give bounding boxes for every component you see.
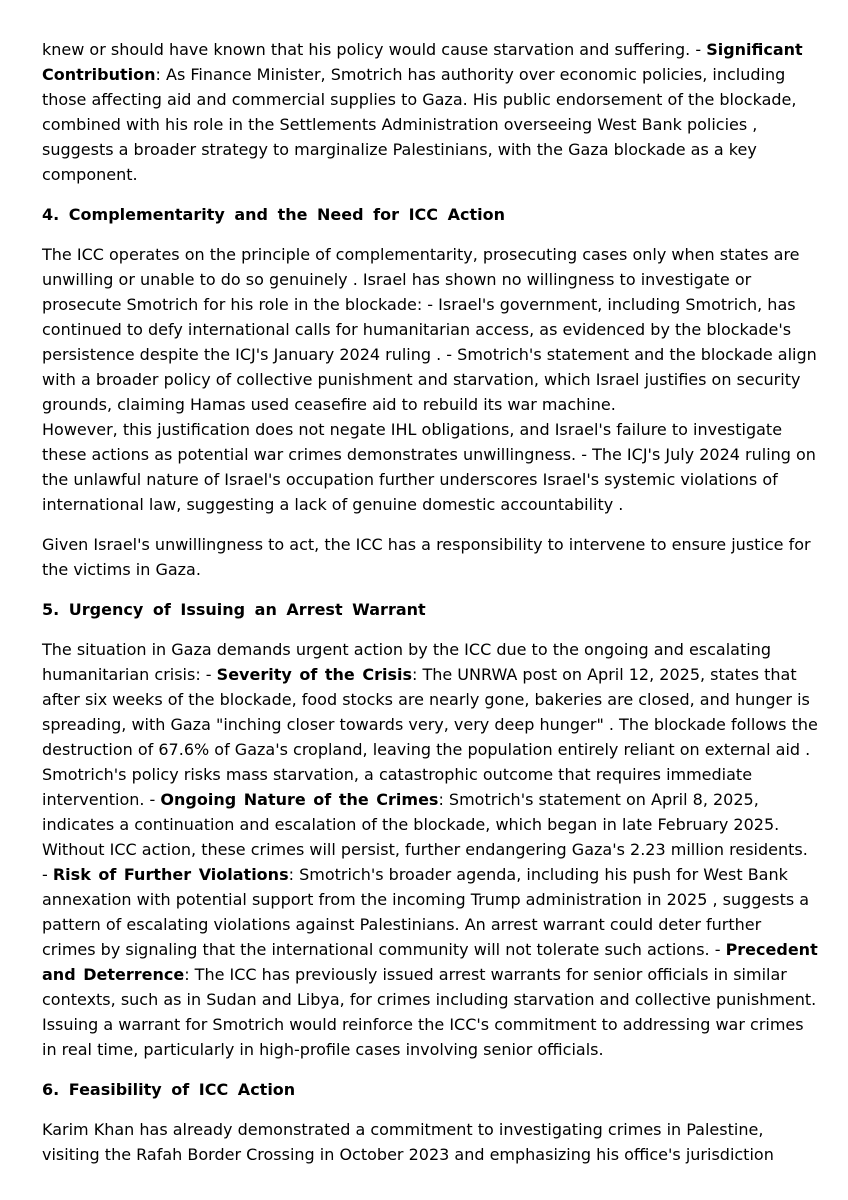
text-run-bold-significant-contribution: Significant Contribution xyxy=(42,40,803,84)
text-run: : Smotrich's broader agenda, including his push for West Bank annexation with potential support from the incoming Trump administration in 2025 , suggests a pattern of escalating violations against Palestinians. An arrest warrant could deter further crimes by signaling that the international community will not tolerate such actions. - xyxy=(42,865,810,959)
text-run-bold-ongoing-nature: Ongoing Nature of the Crimes xyxy=(160,790,439,809)
text-run: The situation in Gaza demands urgent action by the ICC due to the ongoing and escalating humanitarian crisis: - xyxy=(42,640,771,684)
text-run: Karim Khan has already demonstrated a commitment to investigating crimes in Palestine, visiting the Rafah Border Crossing in October 2023 and emphasizing his office's jurisdiction xyxy=(42,1120,774,1164)
text-run-bold-severity-of-crisis: Severity of the Crisis xyxy=(216,665,412,684)
text-run: Given Israel's unwillingness to act, the ICC has a responsibility to intervene to ensure justice for the victims in Gaza. xyxy=(42,535,811,579)
paragraph-significant-contribution xyxy=(42,37,818,187)
text-run: The ICC operates on the principle of complementarity, prosecuting cases only when states are unwilling or unable to do so genuinely . Israel has shown no willingness to investigate or prosecute Smotrich for his role in the blockade: - Israel's government, including Smotrich, has continued to defy international calls for humanitarian access, as evidenced by the blockade's persistence despite the ICJ's January 2024 ruling . - Smotrich's statement and the blockade align with a broader policy of collective punishment and starvation, which Israel justifies on security grounds, claiming Hamas used ceasefire aid to rebuild its war machine. xyxy=(42,245,817,414)
section-heading-6-feasibility: 6. Feasibility of ICC Action xyxy=(42,1080,296,1099)
paragraph-urgency xyxy=(42,637,818,1062)
text-run: : As Finance Minister, Smotrich has authority over economic policies, including those affecting aid and commercial supplies to Gaza. His public endorsement of the blockade, combined with his role in the Settlements Administration overseeing West Bank policies , suggests a broader strategy to marginalize Palestinians, with the Gaza blockade as a key component. xyxy=(42,65,797,184)
text-run: knew or should have known that his policy would cause starvation and suffering. - xyxy=(42,40,707,59)
text-run: : The UNRWA post on April 12, 2025, states that after six weeks of the blockade, food stocks are nearly gone, bakeries are closed, and hunger is spreading, with Gaza "inching closer towards very, very deep hunger" . The blockade follows the destruction of 67.6% of Gaza's cropland, leaving the population entirely reliant on external aid . Smotrich's policy risks mass starvation, a catastrophic outcome that requires immediate intervention. - xyxy=(42,665,818,809)
section-heading-4-complementarity: 4. Complementarity and the Need for ICC Action xyxy=(42,205,505,224)
paragraph-feasibility xyxy=(42,1117,818,1167)
text-run: : Smotrich's statement on April 8, 2025, indicates a continuation and escalation of the blockade, which began in late February 2025. Without ICC action, these crimes will persist, further endangering Gaza's 2.23 million residents. - xyxy=(42,790,808,884)
text-run-bold-precedent-deterrence: Precedent and Deterrence xyxy=(42,940,818,984)
paragraph-icc-responsibility xyxy=(42,532,818,582)
paragraph-complementarity xyxy=(42,242,818,517)
text-run: : The ICC has previously issued arrest warrants for senior officials in similar contexts, such as in Sudan and Libya, for crimes including starvation and collective punishment. Issuing a warrant for Smotrich would reinforce the ICC's commitment to addressing war crimes in real time, particularly in high-profile cases involving senior officials. xyxy=(42,965,817,1059)
text-run-bold-risk-of-violations: Risk of Further Violations xyxy=(52,865,289,884)
section-heading-5-urgency: 5. Urgency of Issuing an Arrest Warrant xyxy=(42,600,426,619)
text-run: However, this justification does not negate IHL obligations, and Israel's failure to investigate these actions as potential war crimes demonstrates unwillingness. - The ICJ's July 2024 ruling on the unlawful nature of Israel's occupation further underscores Israel's systemic violations of international law, suggesting a lack of genuine domestic accountability . xyxy=(42,420,816,514)
